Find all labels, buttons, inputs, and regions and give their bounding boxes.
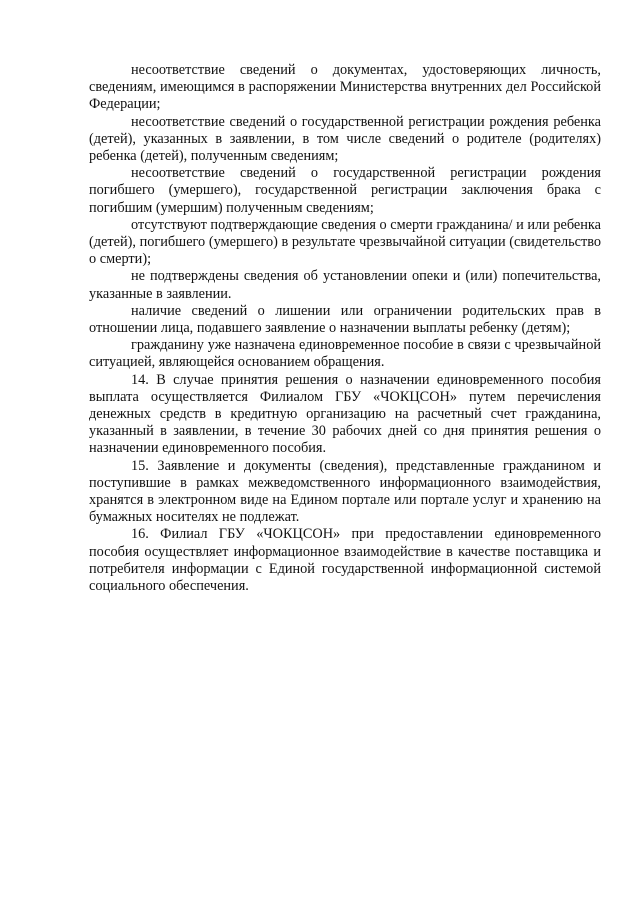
paragraph-death-certificate-missing: отсутствуют подтверждающие сведения о смерти гражданина/ и или ребенка (детей), погибшего (умершего) в результате чрезвычайной ситуации (свидетельство о смерти); — [89, 216, 601, 268]
paragraph-guardianship-unconfirmed: не подтверждены сведения об установлении опеки и (или) попечительства, указанные в заявлении. — [89, 268, 601, 302]
paragraph-parental-rights: наличие сведений о лишении или ограничении родительских прав в отношении лица, подавшего заявление о назначении выплаты ребенку (детям); — [89, 302, 601, 337]
document-page — [89, 62, 601, 595]
paragraph-child-birth-mismatch: несоответствие сведений о государственной регистрации рождения ребенка (детей), указанных в заявлении, в том числе сведений о родителе (родителях) ребенка (детей), полученным сведениям; — [89, 113, 601, 165]
paragraph-identity-docs-mismatch: несоответствие сведений о документах, удостоверяющих личность, сведениям, имеющимся в распоряжении Министерства внутренних дел Российской Федерации; — [89, 62, 601, 113]
paragraph-section-16: 16. Филиал ГБУ «ЧОКЦСОН» при предоставлении единовременного пособия осуществляет информационное взаимодействие в качестве поставщика и потребителя информации с Единой государственной информационной системой социального обеспечения. — [89, 526, 601, 595]
paragraph-section-14: 14. В случае принятия решения о назначении единовременного пособия выплата осуществляется Филиалом ГБУ «ЧОКЦСОН» путем перечисления денежных средств в кредитную организацию на расчетный счет гражданина, указанный в заявлении, в течение 30 рабочих дней со дня принятия решения о назначении единовременного пособия. — [89, 371, 601, 457]
paragraph-deceased-registration-mismatch: несоответствие сведений о государственной регистрации рождения погибшего (умершего), государственной регистрации заключения брака с погибшим (умершим) полученным сведениям; — [89, 165, 601, 216]
paragraph-already-assigned: гражданину уже назначена единовременное пособие в связи с чрезвычайной ситуацией, являющейся основанием обращения. — [89, 337, 601, 371]
paragraph-section-15: 15. Заявление и документы (сведения), представленные гражданином и поступившие в рамках межведомственного информационного взаимодействия, хранятся в электронном виде на Едином портале или портале услуг и хранению на бумажных носителях не подлежат. — [89, 457, 601, 526]
